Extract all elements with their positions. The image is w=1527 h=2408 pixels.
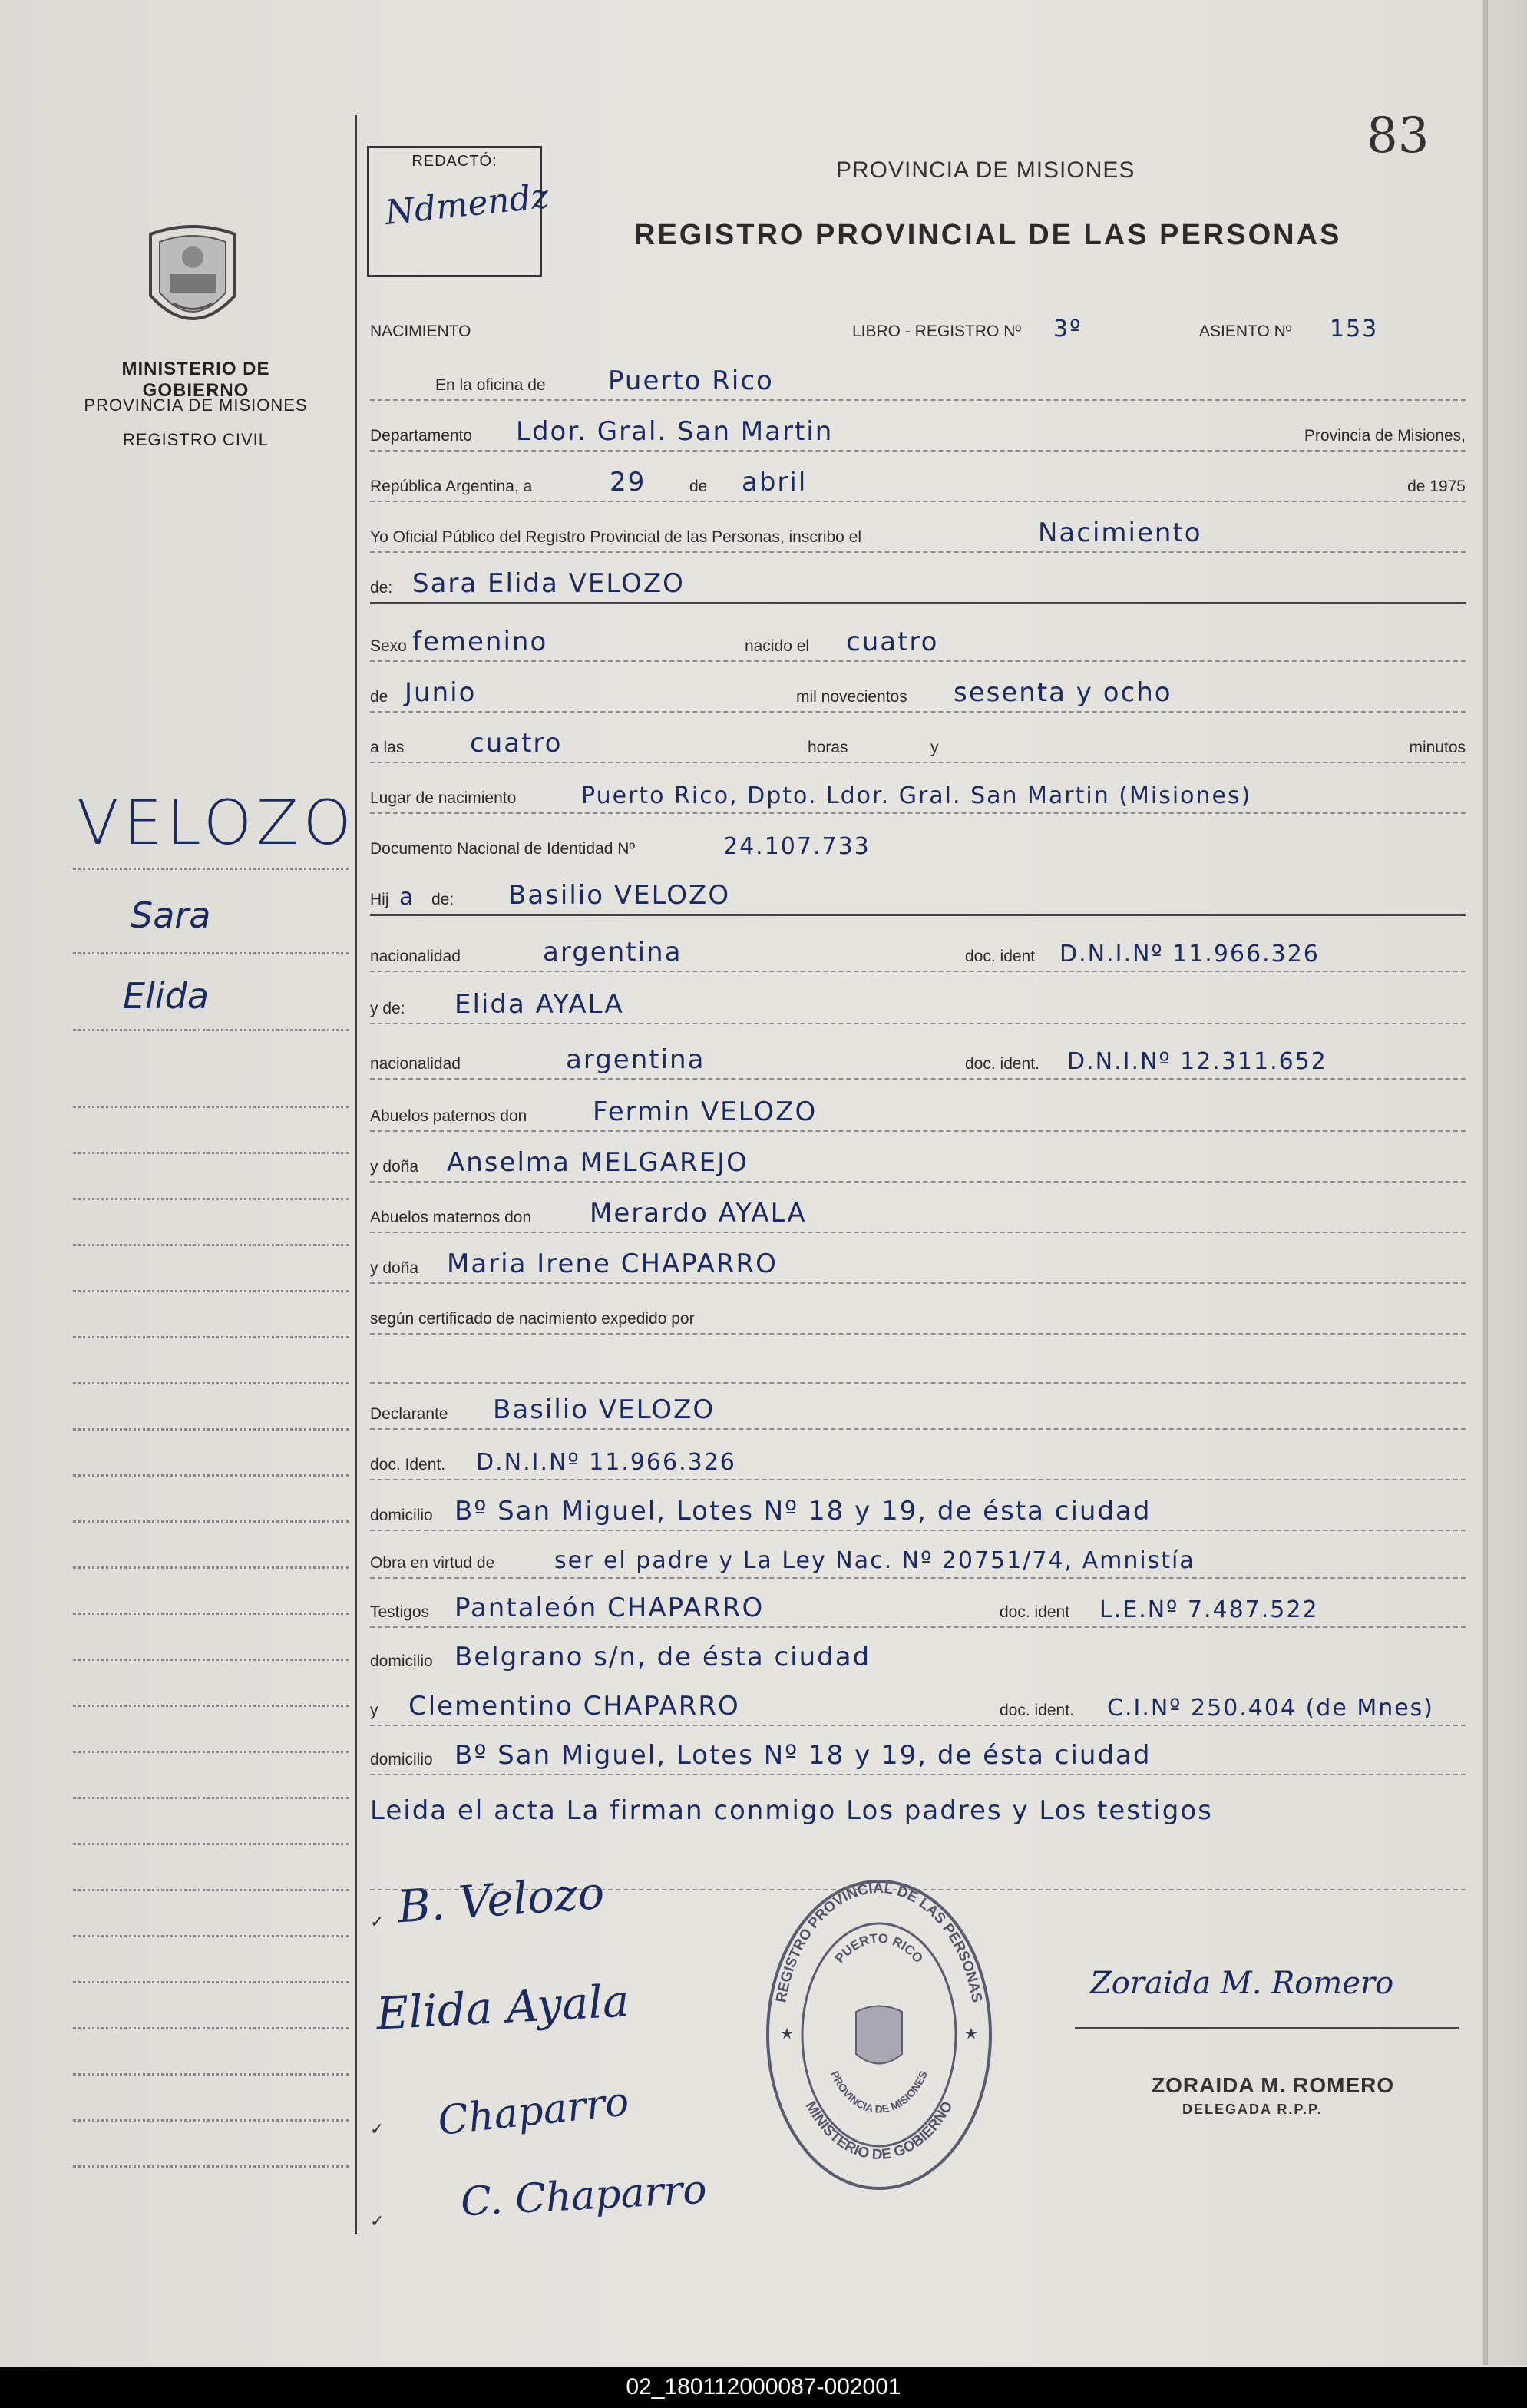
form-row-lugar: [370, 766, 1466, 814]
dni-value: 24.107.733: [723, 833, 871, 860]
form-row-madre: [370, 977, 1466, 1024]
lugar-value: Puerto Rico, Dpto. Ldor. Gral. San Martin (Misiones): [581, 782, 1252, 809]
signature-witness-1: Chaparro: [435, 2079, 632, 2145]
alas-label: a las: [370, 739, 405, 756]
abuelo-m-value: Merardo AYALA: [590, 1198, 807, 1229]
asiento-label: ASIENTO Nº: [1199, 322, 1292, 340]
oficial-label: Yo Oficial Público del Registro Provincial de las Personas, inscribo el: [370, 528, 862, 546]
form-row-nac-madre: [370, 1032, 1466, 1080]
form-row-dni: [370, 817, 1466, 863]
stamp-city-text: PUERTO RICO: [831, 1930, 926, 1966]
sexo-label: Sexo: [370, 637, 407, 655]
delegate-role: DELEGADA R.P.P.: [1182, 2102, 1323, 2117]
leida-value: Leida el acta La firman conmigo Los padres y Los testigos: [370, 1795, 1213, 1826]
hij-suffix: a: [399, 884, 415, 911]
form-row-segun: [370, 1287, 1466, 1335]
testigo2-value: Clementino CHAPARRO: [408, 1691, 740, 1722]
image-id-footer: 02_180112000087-002001: [0, 2367, 1527, 2408]
form-row-testigo2: [370, 1679, 1466, 1726]
yde-label: y de:: [370, 1000, 405, 1017]
abuela-p-value: Anselma MELGAREJO: [447, 1147, 749, 1178]
margin-dotline: [73, 1889, 349, 1891]
abuelos-p-label: Abuelos paternos don: [370, 1107, 527, 1125]
delegate-signature-line: [1075, 2027, 1459, 2029]
page-edge: [1481, 0, 1527, 2365]
signature-mother: Elida Ayala: [375, 1974, 631, 2040]
mes2-value: Junio: [405, 677, 477, 708]
form-row-oficial: [370, 505, 1466, 553]
margin-dotline: [73, 1382, 349, 1384]
doc-t1-label: doc. ident: [1000, 1603, 1070, 1621]
doc-t2-value: C.I.Nº 250.404 (de Mnes): [1107, 1695, 1435, 1722]
asiento-value: 153: [1330, 316, 1379, 342]
delegate-name: ZORAIDA M. ROMERO: [1152, 2073, 1395, 2097]
form-row-nombre: [370, 556, 1466, 604]
doc-t2-label: doc. ident.: [1000, 1702, 1074, 1719]
left-province-label: PROVINCIA DE MISIONES: [84, 395, 308, 415]
form-row-departamento: [370, 404, 1466, 452]
form-row-obra: [370, 1531, 1466, 1579]
form-row-abuela-m: [370, 1236, 1466, 1284]
nacido-label: nacido el: [745, 637, 810, 655]
dni-label: Documento Nacional de Identidad Nº: [370, 840, 636, 858]
redacto-box: [367, 146, 551, 277]
delegate-signature: Zoraida M. Romero: [1090, 1966, 1394, 2001]
form-row-padre: [370, 868, 1466, 916]
svg-text:★: ★: [780, 2026, 794, 2043]
margin-dotline: [73, 1336, 349, 1338]
de2-label: de:: [370, 579, 393, 597]
nac-padre-value: argentina: [543, 937, 683, 968]
margin-line: [355, 115, 357, 2234]
dia-value: 29: [610, 467, 646, 498]
redacto-signature: Ndmendz: [382, 176, 551, 233]
margin-dotline: [73, 1029, 349, 1031]
nacido-value: cuatro: [846, 627, 939, 657]
y-label: y: [930, 739, 939, 756]
nacimiento-label: NACIMIENTO: [370, 322, 471, 340]
form-row-doc-decl: [370, 1433, 1466, 1480]
republica-label: República Argentina, a: [370, 478, 533, 495]
civil-registry-label: REGISTRO CIVIL: [122, 430, 269, 449]
stamp-bottom-text: MINISTERIO DE GOBIERNO: [802, 2099, 957, 2164]
madre-value: Elida AYALA: [454, 989, 624, 1020]
margin-dotline: [73, 868, 349, 870]
form-row-sexo: [370, 614, 1466, 662]
declarante-label: Declarante: [370, 1405, 448, 1423]
official-stamp-icon: [760, 1874, 998, 2196]
domicilio-value: Bº San Miguel, Lotes Nº 18 y 19, de ésta ciudad: [454, 1496, 1152, 1526]
ydona2-label: y doña: [370, 1259, 419, 1277]
margin-dotline: [73, 1659, 349, 1661]
mes-value: abril: [742, 467, 808, 498]
margin-dotline: [73, 2073, 349, 2076]
page-shadow: [1483, 0, 1488, 2365]
form-row-dom-t1: [370, 1629, 1466, 1675]
stamp-province-text: PROVINCIA DE MISIONES: [828, 2069, 930, 2115]
margin-dotline: [73, 1106, 349, 1108]
domicilio2-label: domicilio: [370, 1652, 433, 1670]
form-row-nac-padre: [370, 925, 1466, 972]
margin-dotline: [73, 1520, 349, 1523]
minutos-label: minutos: [1409, 739, 1466, 756]
form-row-abuelo-p: [370, 1084, 1466, 1132]
form-row-leida: [370, 1783, 1466, 1829]
form-row-horas: [370, 716, 1466, 763]
signature-witness-2: C. Chaparro: [459, 2166, 708, 2226]
ministry-label: MINISTERIO DE GOBIERNO: [121, 359, 270, 401]
sexo-value: femenino: [412, 627, 548, 657]
sign-mark: ✓: [370, 2211, 385, 2231]
anio-label: de 1975: [1407, 478, 1466, 495]
nombre-value: Sara Elida VELOZO: [412, 568, 685, 599]
oficial-value: Nacimiento: [1038, 518, 1202, 548]
signature-father: B. Velozo: [395, 1866, 607, 1933]
margin-name-1: Sara: [131, 895, 211, 936]
docident2-label: doc. ident.: [965, 1055, 1039, 1073]
declarante-value: Basilio VELOZO: [493, 1394, 716, 1425]
sign-mark: ✓: [370, 2119, 385, 2138]
libro-label: LIBRO - REGISTRO Nº: [852, 322, 1022, 340]
registry-heading: REGISTRO PROVINCIAL DE LAS PERSONAS: [634, 219, 1342, 251]
form-row-blank: [370, 1336, 1466, 1384]
margin-dotline: [73, 1843, 349, 1845]
svg-text:PUERTO RICO: [832, 1931, 926, 1966]
form-row-mil: [370, 665, 1466, 713]
margin-dotline: [73, 1935, 349, 1937]
form-row-domicilio: [370, 1484, 1466, 1531]
y-t2-label: y: [370, 1702, 378, 1719]
nac-madre-label: nacionalidad: [370, 1055, 461, 1073]
departamento-value: Ldor. Gral. San Martin: [516, 416, 834, 447]
de3-label: de: [370, 688, 388, 706]
margin-dotline: [73, 1290, 349, 1292]
margin-surname: VELOZO: [77, 787, 356, 858]
obra-value: ser el padre y La Ley Nac. Nº 20751/74, Amnistía: [554, 1547, 1195, 1574]
svg-text:PROVINCIA DE MISIONES: [828, 2069, 930, 2115]
margin-dotline: [73, 1981, 349, 1983]
abuelo-p-value: Fermin VELOZO: [593, 1096, 818, 1127]
doc-decl-value: D.N.I.Nº 11.966.326: [476, 1449, 736, 1476]
dom-t1-value: Belgrano s/n, de ésta ciudad: [454, 1642, 871, 1672]
docident3-label: doc. Ident.: [370, 1456, 446, 1474]
domicilio-label: domicilio: [370, 1507, 433, 1524]
margin-dotline: [73, 1244, 349, 1246]
hij-label: Hij: [370, 891, 389, 908]
form-row-dom-t2: [370, 1728, 1466, 1775]
doc-madre-value: D.N.I.Nº 12.311.652: [1067, 1048, 1327, 1075]
abuelos-m-label: Abuelos maternos don: [370, 1209, 532, 1226]
departamento-label: Departamento: [370, 427, 473, 445]
margin-dotline: [73, 2119, 349, 2122]
libro-value: 3º: [1053, 316, 1082, 342]
padre-value: Basilio VELOZO: [508, 880, 731, 911]
nac-madre-value: argentina: [566, 1044, 706, 1075]
dom-t2-value: Bº San Miguel, Lotes Nº 18 y 19, de ésta ciudad: [454, 1740, 1152, 1771]
form-row-republica: [370, 455, 1466, 502]
testigos-label: Testigos: [370, 1603, 430, 1621]
redacto-label: REDACTÓ:: [411, 153, 497, 170]
nac-padre-label: nacionalidad: [370, 948, 461, 965]
margin-dotline: [73, 2165, 349, 2168]
oficina-value: Puerto Rico: [608, 366, 774, 396]
ydona-label: y doña: [370, 1158, 419, 1176]
horas-label: horas: [808, 739, 848, 756]
form-row-declarante: [370, 1382, 1466, 1430]
page-number: 83: [1367, 108, 1429, 164]
margin-dotline: [73, 1612, 349, 1615]
form-row-testigo1: [370, 1580, 1466, 1628]
form-row-abuelo-m: [370, 1186, 1466, 1233]
province-heading: PROVINCIA DE MISIONES: [836, 157, 1135, 183]
margin-dotline: [73, 1428, 349, 1431]
provincia-label: Provincia de Misiones,: [1304, 427, 1466, 445]
sign-mark: ✓: [370, 1912, 385, 1931]
margin-dotline: [73, 952, 349, 954]
margin-dotline: [73, 1566, 349, 1569]
form-row-oficina: [370, 353, 1466, 401]
margin-dotline: [73, 2027, 349, 2029]
lugar-label: Lugar de nacimiento: [370, 789, 517, 807]
oficina-label: En la oficina de: [435, 376, 546, 394]
margin-dotline: [73, 1797, 349, 1799]
obra-label: Obra en virtud de: [370, 1554, 495, 1572]
margin-dotline: [73, 1751, 349, 1753]
testigo1-value: Pantaleón CHAPARRO: [454, 1593, 765, 1623]
stamp-outer-text: REGISTRO PROVINCIAL DE LAS PERSONAS: [773, 1880, 985, 2004]
de-label: de: [689, 478, 708, 495]
svg-text:★: ★: [964, 2026, 978, 2043]
horas-value: cuatro: [470, 728, 563, 759]
form-row-nacimiento: [370, 304, 1466, 346]
mil-value: sesenta y ocho: [954, 677, 1172, 708]
docident-label: doc. ident: [965, 948, 1036, 965]
margin-dotline: [73, 1474, 349, 1477]
margin-dotline: [73, 1152, 349, 1154]
abuela-m-value: Maria Irene CHAPARRO: [447, 1249, 778, 1279]
domicilio3-label: domicilio: [370, 1751, 433, 1768]
de4-label: de:: [431, 891, 454, 908]
margin-dotline: [73, 1705, 349, 1707]
margin-dotline: [73, 1198, 349, 1200]
form-row-abuela-p: [370, 1135, 1466, 1182]
coat-of-arms-icon: [143, 219, 243, 342]
doc-t1-value: L.E.Nº 7.487.522: [1099, 1596, 1319, 1623]
mil-label: mil novecientos: [796, 688, 907, 706]
margin-name-2: Elida: [123, 975, 210, 1017]
segun-label: según certificado de nacimiento expedido por: [370, 1310, 695, 1328]
doc-padre-value: D.N.I.Nº 11.966.326: [1059, 941, 1320, 968]
